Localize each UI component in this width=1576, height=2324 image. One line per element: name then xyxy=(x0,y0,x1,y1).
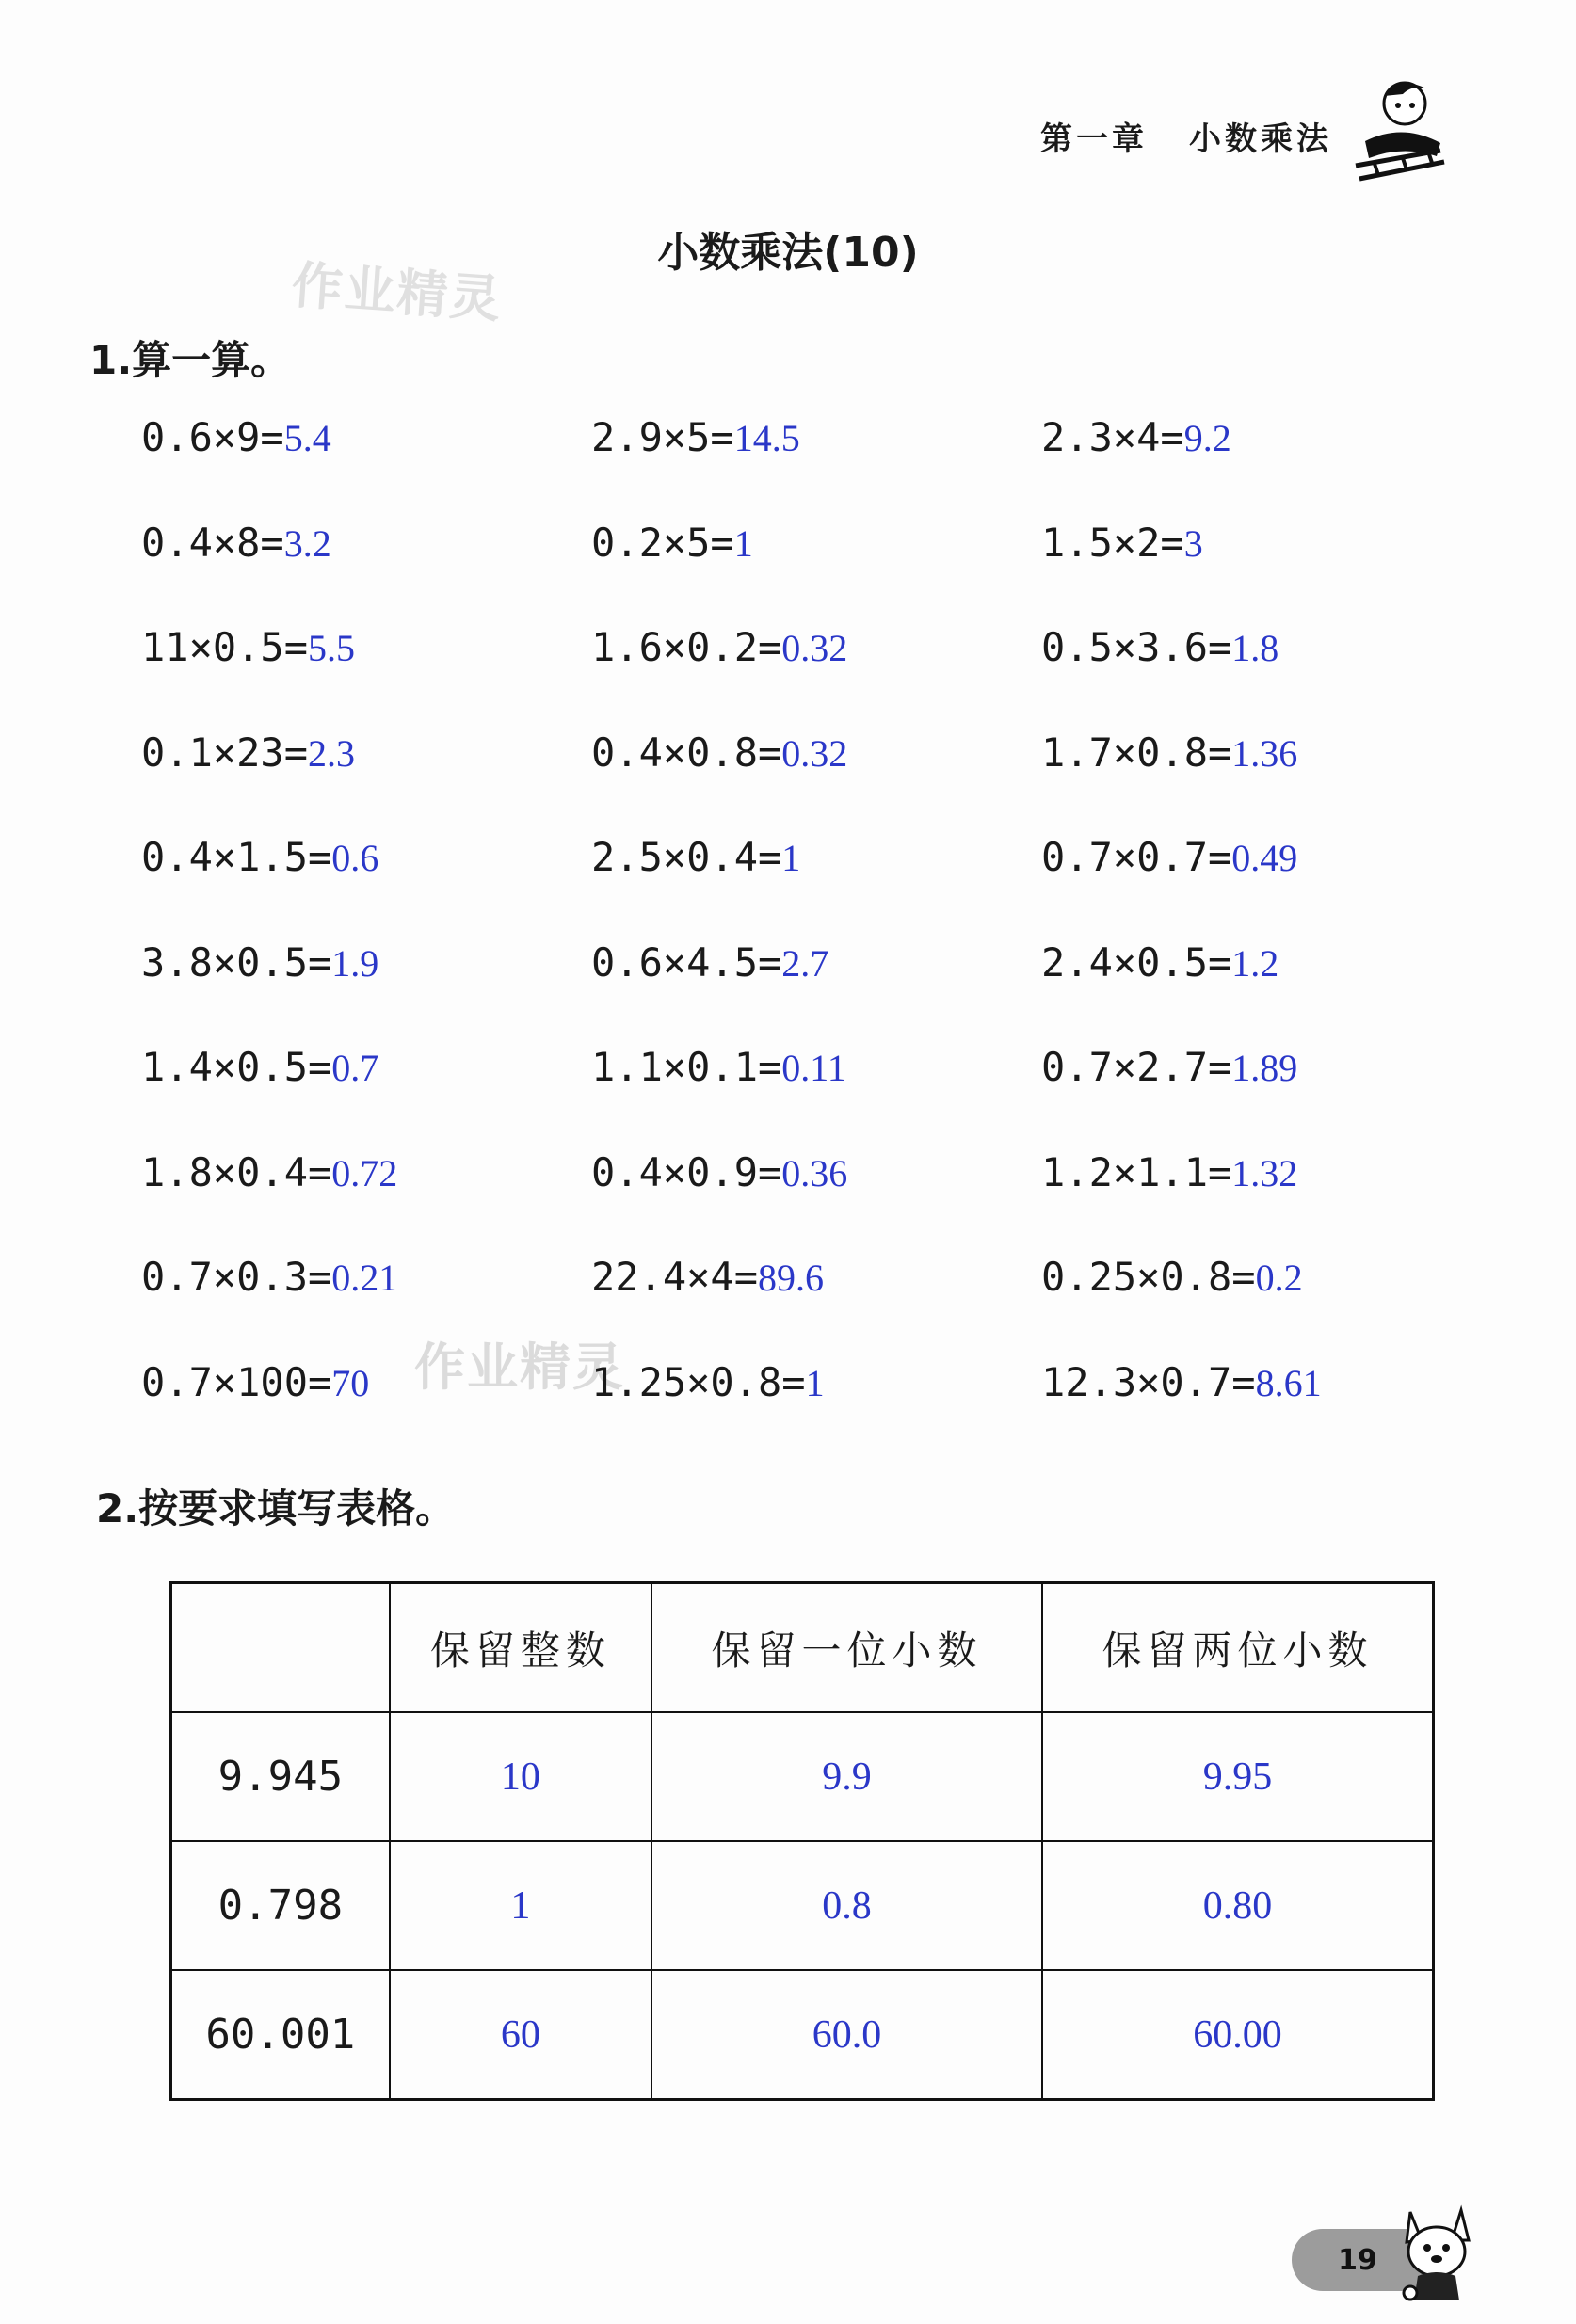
problem xyxy=(141,729,591,835)
problem xyxy=(591,834,1041,939)
row-label: 9.945 xyxy=(171,1712,390,1841)
problem-answer: 0.6 xyxy=(331,837,379,879)
problem xyxy=(1041,520,1491,625)
problem xyxy=(591,520,1041,625)
problem-answer: 0.32 xyxy=(781,731,848,775)
problem-question: 2.5×0.4= xyxy=(591,834,782,880)
problem xyxy=(591,1359,1041,1465)
problem xyxy=(141,1359,591,1465)
problem-question: 1.8×0.4= xyxy=(141,1148,332,1195)
problem-question: 1.25×0.8= xyxy=(591,1358,806,1405)
problem xyxy=(141,939,591,1045)
problem-answer: 1.32 xyxy=(1231,1151,1298,1194)
problem xyxy=(591,939,1041,1045)
problem xyxy=(141,834,591,939)
problem xyxy=(141,1149,591,1255)
row-label: 60.001 xyxy=(171,1970,390,2100)
problem xyxy=(141,520,591,625)
problem-question: 12.3×0.7= xyxy=(1041,1358,1256,1405)
mascot-dog-icon xyxy=(1393,2203,1478,2306)
problem xyxy=(141,1044,591,1149)
watermark: 作业精灵 xyxy=(289,255,505,329)
problem xyxy=(1041,834,1491,939)
problem-question: 3.8×0.5= xyxy=(141,938,332,986)
problem-question: 0.2×5= xyxy=(591,519,734,566)
table-header-row xyxy=(171,1583,1434,1713)
problem-question: 0.5×3.6= xyxy=(1041,624,1232,670)
problem-answer: 8.61 xyxy=(1255,1361,1322,1404)
table-cell: 60 xyxy=(390,1970,651,2100)
problem-question: 0.7×0.3= xyxy=(141,1254,332,1300)
mascot-sledding-icon xyxy=(1346,75,1450,188)
problem xyxy=(141,414,591,520)
problem-answer: 1.36 xyxy=(1231,731,1298,775)
chapter-label: 第一章 xyxy=(1040,120,1148,158)
problem xyxy=(1041,624,1491,729)
table-header: 保留整数 xyxy=(390,1583,651,1713)
problem-answer: 1 xyxy=(805,1361,825,1404)
table-header-empty xyxy=(171,1583,390,1713)
problem-answer: 0.21 xyxy=(331,1257,398,1299)
problem-answer: 5.4 xyxy=(283,417,331,459)
page-number: 19 xyxy=(1292,2229,1423,2291)
problem xyxy=(591,414,1041,520)
problem-question: 2.9×5= xyxy=(591,414,734,460)
problem xyxy=(1041,1044,1491,1149)
problem-question: 0.7×2.7= xyxy=(1041,1044,1232,1090)
problem-answer: 89.6 xyxy=(758,1257,825,1299)
problem-answer: 9.2 xyxy=(1183,417,1231,459)
table-header: 保留一位小数 xyxy=(651,1583,1042,1713)
problem-question: 0.4×0.9= xyxy=(591,1148,782,1195)
problem-answer: 5.5 xyxy=(308,627,356,669)
problem-answer: 0.7 xyxy=(331,1047,379,1089)
lesson-title: 小数乘法(10) xyxy=(657,229,919,277)
problem-answer: 3 xyxy=(1183,521,1203,565)
problem xyxy=(1041,1359,1491,1465)
problem-answer: 2.7 xyxy=(781,941,829,985)
problem xyxy=(141,1254,591,1359)
problem xyxy=(1041,1254,1491,1359)
table-cell: 0.8 xyxy=(651,1841,1042,1970)
problem-answer: 3.2 xyxy=(283,521,331,565)
table-row xyxy=(171,1970,1434,2100)
problem-question: 1.5×2= xyxy=(1041,519,1184,566)
problem-question: 0.6×9= xyxy=(141,414,284,460)
problem-question: 0.25×0.8= xyxy=(1041,1254,1256,1300)
problem-question: 22.4×4= xyxy=(591,1254,759,1300)
problem-question: 2.4×0.5= xyxy=(1041,938,1232,986)
problem-question: 0.4×1.5= xyxy=(141,834,332,880)
table-cell: 9.95 xyxy=(1042,1712,1434,1841)
problem-answer: 0.36 xyxy=(781,1151,848,1194)
rounding-table xyxy=(169,1581,1435,2101)
problem xyxy=(141,624,591,729)
chapter-header xyxy=(1040,113,1332,159)
problem-question: 0.4×8= xyxy=(141,519,284,566)
problem-answer: 0.2 xyxy=(1255,1257,1303,1299)
problem-answer: 2.3 xyxy=(308,731,356,775)
problem-answer: 1 xyxy=(781,837,801,879)
table-cell: 10 xyxy=(390,1712,651,1841)
problem-answer: 1.89 xyxy=(1231,1047,1298,1089)
problem-question: 2.3×4= xyxy=(1041,414,1184,460)
problem-answer: 0.11 xyxy=(781,1047,846,1089)
table-row xyxy=(171,1712,1434,1841)
table-header: 保留两位小数 xyxy=(1042,1583,1434,1713)
problem-question: 1.1×0.1= xyxy=(591,1044,782,1090)
problem xyxy=(591,624,1041,729)
problem-grid xyxy=(141,414,1491,1464)
section-2-title: 2.按要求填写表格。 xyxy=(96,1485,456,1531)
problem-question: 0.7×100= xyxy=(141,1358,332,1405)
chapter-topic: 小数乘法 xyxy=(1189,120,1332,158)
problem-answer: 70 xyxy=(331,1361,370,1404)
table-cell: 0.80 xyxy=(1042,1841,1434,1970)
problem-question: 1.6×0.2= xyxy=(591,624,782,670)
problem-question: 0.1×23= xyxy=(141,729,309,776)
table-row xyxy=(171,1841,1434,1970)
problem xyxy=(1041,414,1491,520)
problem xyxy=(591,729,1041,835)
table-cell: 1 xyxy=(390,1841,651,1970)
problem xyxy=(1041,939,1491,1045)
problem-question: 1.2×1.1= xyxy=(1041,1148,1232,1195)
problem-answer: 0.72 xyxy=(331,1151,398,1194)
problem xyxy=(1041,729,1491,835)
table-cell: 9.9 xyxy=(651,1712,1042,1841)
problem-question: 0.7×0.7= xyxy=(1041,834,1232,880)
problem-answer: 1.9 xyxy=(331,941,379,985)
problem-answer: 14.5 xyxy=(733,417,800,459)
table-cell: 60.0 xyxy=(651,1970,1042,2100)
row-label: 0.798 xyxy=(171,1841,390,1970)
watermark: 作业精灵 xyxy=(414,1338,625,1397)
problem-question: 11×0.5= xyxy=(141,624,309,670)
problem xyxy=(1041,1149,1491,1255)
problem-answer: 1.8 xyxy=(1231,627,1279,669)
problem-question: 1.4×0.5= xyxy=(141,1044,332,1090)
problem-question: 0.4×0.8= xyxy=(591,729,782,776)
problem-answer: 1.2 xyxy=(1231,941,1279,985)
section-1-title: 1.算一算。 xyxy=(89,337,291,383)
problem xyxy=(591,1149,1041,1255)
problem xyxy=(591,1254,1041,1359)
problem-answer: 0.49 xyxy=(1231,837,1298,879)
problem xyxy=(591,1044,1041,1149)
problem-question: 0.6×4.5= xyxy=(591,938,782,986)
problem-answer: 0.32 xyxy=(781,627,848,669)
problem-question: 1.7×0.8= xyxy=(1041,729,1232,776)
table-cell: 60.00 xyxy=(1042,1970,1434,2100)
problem-answer: 1 xyxy=(733,521,753,565)
